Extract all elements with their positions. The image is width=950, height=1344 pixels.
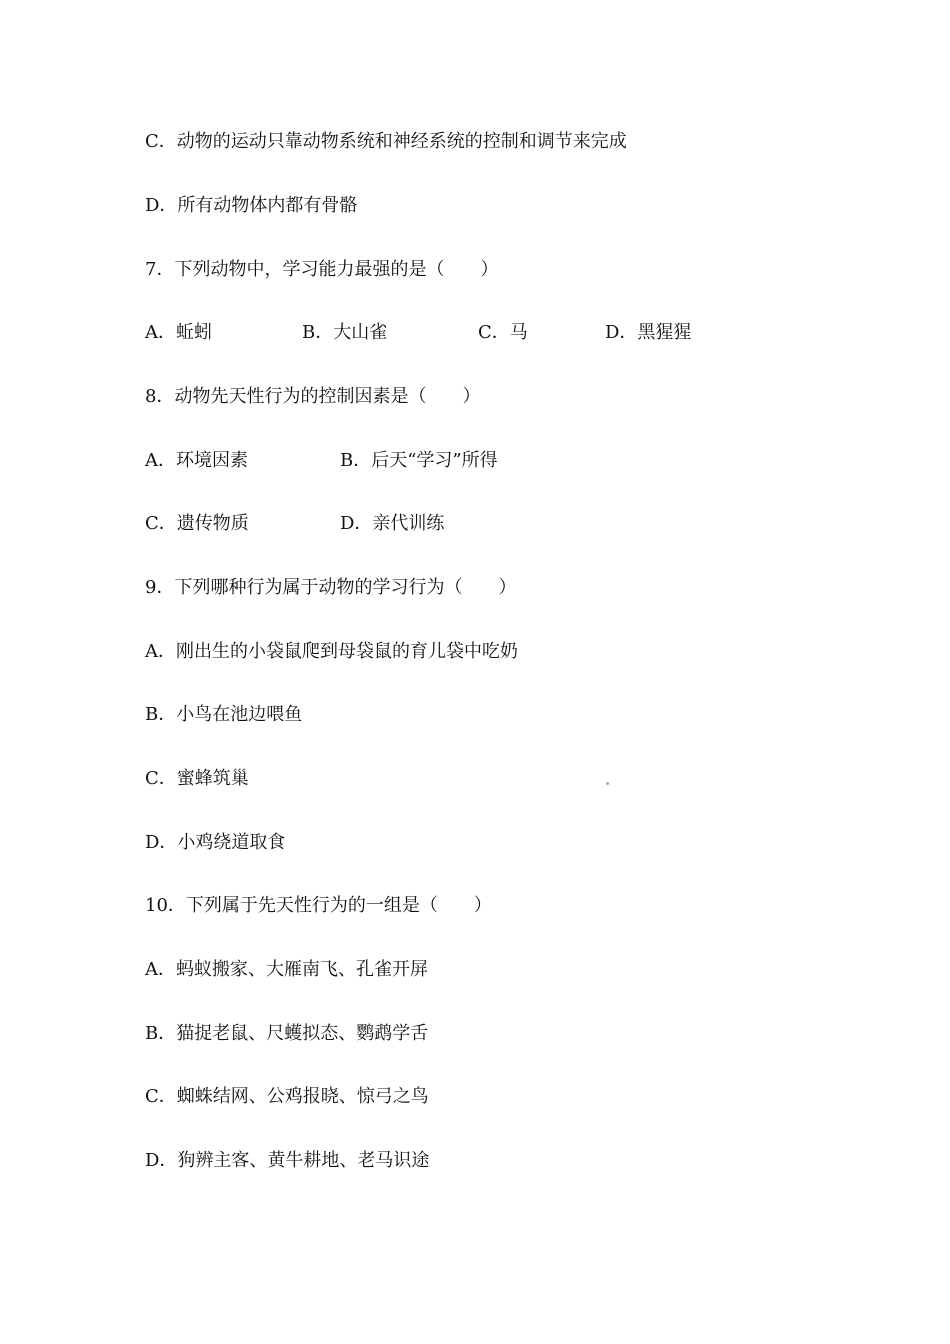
q8-option-b: B．后天“学习”所得: [340, 450, 498, 471]
q9-option-b: B．小鸟在池边喂鱼: [145, 704, 303, 725]
q10-option-a: A．蚂蚁搬家、大雁南飞、孔雀开屏: [145, 959, 428, 980]
q9-option-c: C．蜜蜂筑巢: [145, 768, 249, 789]
q8-stem: 8．动物先天性行为的控制因素是（ ）: [145, 386, 481, 407]
q8-option-c: C．遗传物质: [145, 513, 249, 534]
q10-option-b: B．猫捉老鼠、尺蠖拟态、鹦鹉学舌: [145, 1023, 429, 1044]
q9-option-a: A．刚出生的小袋鼠爬到母袋鼠的育儿袋中吃奶: [145, 641, 518, 662]
q10-stem: 10．下列属于先天性行为的一组是（ ）: [145, 895, 492, 916]
q7-option-a: A．蚯蚓: [145, 322, 212, 343]
q8-option-d: D．亲代训练: [340, 513, 445, 534]
q10-option-c: C．蜘蛛结网、公鸡报晓、惊弓之鸟: [145, 1086, 429, 1107]
q7-option-b: B．大山雀: [302, 322, 388, 343]
q9-stem: 9．下列哪种行为属于动物的学习行为（ ）: [145, 577, 517, 598]
q9-option-d: D．小鸡绕道取食: [145, 832, 286, 853]
q6-option-d: D．所有动物体内都有骨骼: [145, 195, 358, 216]
q7-option-d: D．黑猩猩: [605, 322, 692, 343]
q7-option-c: C．马: [478, 322, 528, 343]
q8-option-a: A．环境因素: [145, 450, 248, 471]
q7-stem: 7．下列动物中，学习能力最强的是（ ）: [145, 259, 499, 280]
q6-option-c: C．动物的运动只靠动物系统和神经系统的控制和调节来完成: [145, 131, 627, 152]
q10-option-d: D．狗辨主客、黄牛耕地、老马识途: [145, 1150, 430, 1171]
decorative-dot: [606, 782, 609, 785]
